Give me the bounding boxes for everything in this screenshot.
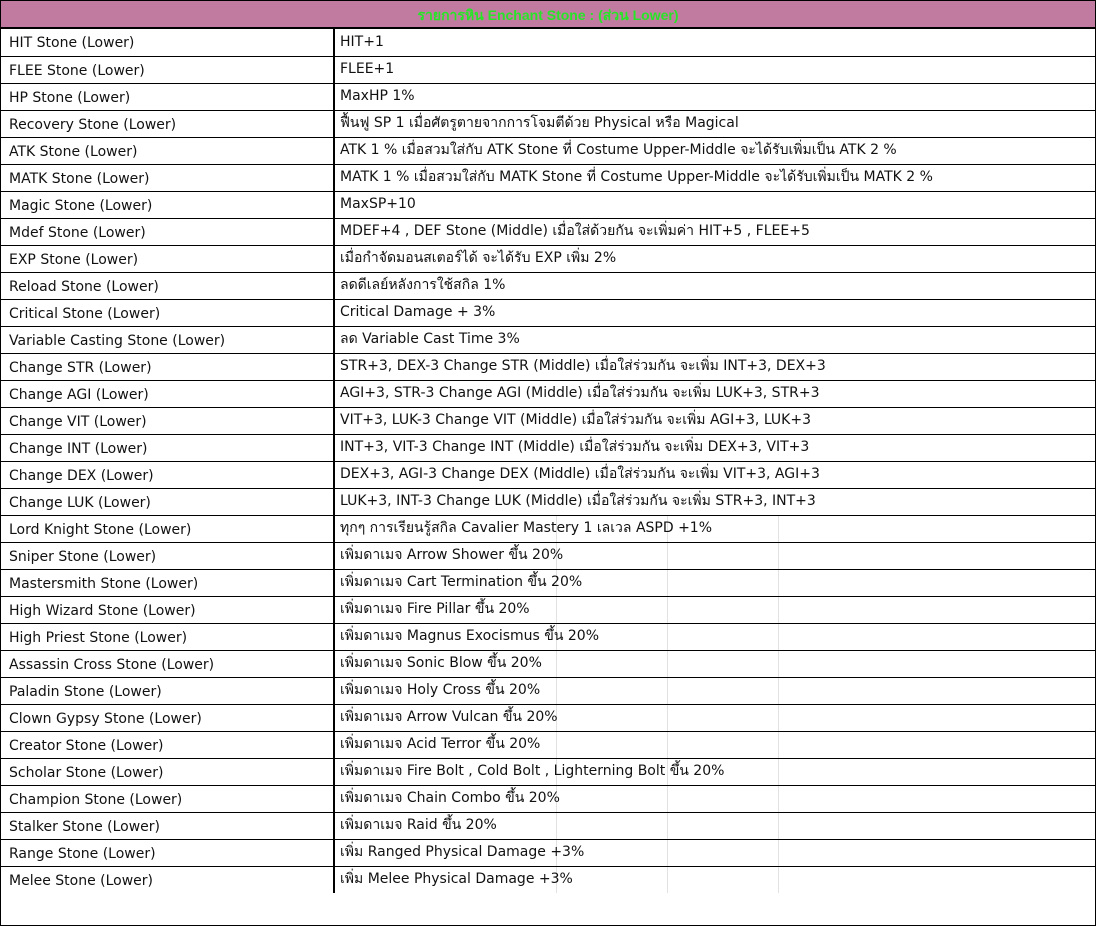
stone-effect-cell: เพิ่มดาเมจ Fire Bolt , Cold Bolt , Lighterning Bolt ขึ้น 20% bbox=[334, 758, 1095, 785]
table-row bbox=[1, 461, 1095, 488]
table-row bbox=[1, 272, 1095, 299]
stone-name-cell: Variable Casting Stone (Lower) bbox=[1, 326, 334, 353]
table-row bbox=[1, 812, 1095, 839]
stone-name-cell: EXP Stone (Lower) bbox=[1, 245, 334, 272]
table-row bbox=[1, 542, 1095, 569]
stone-list bbox=[1, 29, 1095, 893]
stone-name-cell: HIT Stone (Lower) bbox=[1, 29, 334, 56]
stone-name-cell: Change DEX (Lower) bbox=[1, 461, 334, 488]
table-row bbox=[1, 434, 1095, 461]
table-row bbox=[1, 785, 1095, 812]
stone-name-cell: Scholar Stone (Lower) bbox=[1, 758, 334, 785]
stone-effect-cell: เมื่อกำจัดมอนสเตอร์ได้ จะได้รับ EXP เพิ่ม 2% bbox=[334, 245, 1095, 272]
stone-effect-cell: AGI+3, STR-3 Change AGI (Middle) เมื่อใส่ร่วมกัน จะเพิ่ม LUK+3, STR+3 bbox=[334, 380, 1095, 407]
stone-effect-cell: MaxHP 1% bbox=[334, 83, 1095, 110]
stone-effect-cell: FLEE+1 bbox=[334, 56, 1095, 83]
stone-name-cell: MATK Stone (Lower) bbox=[1, 164, 334, 191]
stone-effect-cell: INT+3, VIT-3 Change INT (Middle) เมื่อใส่ร่วมกัน จะเพิ่ม DEX+3, VIT+3 bbox=[334, 434, 1095, 461]
stone-name-cell: Creator Stone (Lower) bbox=[1, 731, 334, 758]
stone-effect-cell: MDEF+4 , DEF Stone (Middle) เมื่อใส่ด้วยกัน จะเพิ่มค่า HIT+5 , FLEE+5 bbox=[334, 218, 1095, 245]
stone-effect-cell: LUK+3, INT-3 Change LUK (Middle) เมื่อใส่ร่วมกัน จะเพิ่ม STR+3, INT+3 bbox=[334, 488, 1095, 515]
table-row bbox=[1, 299, 1095, 326]
table-row bbox=[1, 110, 1095, 137]
stone-name-cell: Clown Gypsy Stone (Lower) bbox=[1, 704, 334, 731]
stone-effect-cell: เพิ่มดาเมจ Acid Terror ขึ้น 20% bbox=[334, 731, 1095, 758]
stone-effect-cell: HIT+1 bbox=[334, 29, 1095, 56]
table-row bbox=[1, 623, 1095, 650]
stone-effect-cell: เพิ่มดาเมจ Raid ขึ้น 20% bbox=[334, 812, 1095, 839]
table-row bbox=[1, 326, 1095, 353]
stone-name-cell: HP Stone (Lower) bbox=[1, 83, 334, 110]
stone-name-cell: Change LUK (Lower) bbox=[1, 488, 334, 515]
stone-effect-cell: เพิ่มดาเมจ Fire Pillar ขึ้น 20% bbox=[334, 596, 1095, 623]
stone-effect-cell: Critical Damage + 3% bbox=[334, 299, 1095, 326]
table-row bbox=[1, 164, 1095, 191]
stone-name-cell: Reload Stone (Lower) bbox=[1, 272, 334, 299]
stone-effect-cell: เพิ่ม Melee Physical Damage +3% bbox=[334, 866, 1095, 893]
stone-name-cell: Champion Stone (Lower) bbox=[1, 785, 334, 812]
stone-effect-cell: ฟื้นฟู SP 1 เมื่อศัตรูตายจากการโจมตีด้วย Physical หรือ Magical bbox=[334, 110, 1095, 137]
stone-name-cell: Sniper Stone (Lower) bbox=[1, 542, 334, 569]
stone-name-cell: Recovery Stone (Lower) bbox=[1, 110, 334, 137]
table-row bbox=[1, 515, 1095, 542]
stone-name-cell: Melee Stone (Lower) bbox=[1, 866, 334, 893]
stone-effect-cell: MATK 1 % เมื่อสวมใส่กับ MATK Stone ที่ Costume Upper-Middle จะได้รับเพิ่มเป็น MATK 2 % bbox=[334, 164, 1095, 191]
table-title: รายการหิน Enchant Stone : (ส่วน Lower) bbox=[1, 1, 1095, 29]
table-row bbox=[1, 191, 1095, 218]
table-row bbox=[1, 218, 1095, 245]
table-row bbox=[1, 245, 1095, 272]
stone-name-cell: FLEE Stone (Lower) bbox=[1, 56, 334, 83]
stone-effect-cell: ATK 1 % เมื่อสวมใส่กับ ATK Stone ที่ Costume Upper-Middle จะได้รับเพิ่มเป็น ATK 2 % bbox=[334, 137, 1095, 164]
stone-name-cell: Change STR (Lower) bbox=[1, 353, 334, 380]
stone-effect-cell: เพิ่มดาเมจ Holy Cross ขึ้น 20% bbox=[334, 677, 1095, 704]
stone-effect-cell: ลดดีเลย์หลังการใช้สกิล 1% bbox=[334, 272, 1095, 299]
stone-name-cell: Magic Stone (Lower) bbox=[1, 191, 334, 218]
stone-name-cell: Mdef Stone (Lower) bbox=[1, 218, 334, 245]
table-row bbox=[1, 731, 1095, 758]
table-row bbox=[1, 137, 1095, 164]
stone-effect-cell: เพิ่มดาเมจ Arrow Shower ขึ้น 20% bbox=[334, 542, 1095, 569]
table-row bbox=[1, 353, 1095, 380]
stone-name-cell: Change AGI (Lower) bbox=[1, 380, 334, 407]
stone-name-cell: Stalker Stone (Lower) bbox=[1, 812, 334, 839]
table-row bbox=[1, 839, 1095, 866]
stone-name-cell: Assassin Cross Stone (Lower) bbox=[1, 650, 334, 677]
table-row bbox=[1, 650, 1095, 677]
stone-effect-cell: เพิ่ม Ranged Physical Damage +3% bbox=[334, 839, 1095, 866]
table-row bbox=[1, 677, 1095, 704]
stone-rows bbox=[1, 29, 1095, 893]
stone-effect-cell: STR+3, DEX-3 Change STR (Middle) เมื่อใส่ร่วมกัน จะเพิ่ม INT+3, DEX+3 bbox=[334, 353, 1095, 380]
stone-effect-cell: เพิ่มดาเมจ Cart Termination ขึ้น 20% bbox=[334, 569, 1095, 596]
stone-effect-cell: MaxSP+10 bbox=[334, 191, 1095, 218]
table-row bbox=[1, 488, 1095, 515]
table-row bbox=[1, 380, 1095, 407]
stone-effect-cell: เพิ่มดาเมจ Sonic Blow ขึ้น 20% bbox=[334, 650, 1095, 677]
table-row bbox=[1, 758, 1095, 785]
stone-name-cell: Change INT (Lower) bbox=[1, 434, 334, 461]
table-row bbox=[1, 56, 1095, 83]
stone-effect-cell: เพิ่มดาเมจ Chain Combo ขึ้น 20% bbox=[334, 785, 1095, 812]
stone-name-cell: High Priest Stone (Lower) bbox=[1, 623, 334, 650]
table-row bbox=[1, 83, 1095, 110]
stone-name-cell: Change VIT (Lower) bbox=[1, 407, 334, 434]
stone-name-cell: ATK Stone (Lower) bbox=[1, 137, 334, 164]
stone-name-cell: Lord Knight Stone (Lower) bbox=[1, 515, 334, 542]
table-row bbox=[1, 704, 1095, 731]
stone-name-cell: Range Stone (Lower) bbox=[1, 839, 334, 866]
stone-effect-cell: เพิ่มดาเมจ Magnus Exocismus ขึ้น 20% bbox=[334, 623, 1095, 650]
table-row bbox=[1, 569, 1095, 596]
stone-name-cell: Mastersmith Stone (Lower) bbox=[1, 569, 334, 596]
stone-name-cell: High Wizard Stone (Lower) bbox=[1, 596, 334, 623]
table-row bbox=[1, 596, 1095, 623]
table-row bbox=[1, 29, 1095, 56]
stone-effect-cell: DEX+3, AGI-3 Change DEX (Middle) เมื่อใส่ร่วมกัน จะเพิ่ม VIT+3, AGI+3 bbox=[334, 461, 1095, 488]
stone-effect-cell: ลด Variable Cast Time 3% bbox=[334, 326, 1095, 353]
table-row bbox=[1, 866, 1095, 893]
stone-name-cell: Critical Stone (Lower) bbox=[1, 299, 334, 326]
stone-effect-cell: เพิ่มดาเมจ Arrow Vulcan ขึ้น 20% bbox=[334, 704, 1095, 731]
table-row bbox=[1, 407, 1095, 434]
stone-effect-cell: ทุกๆ การเรียนรู้สกิล Cavalier Mastery 1 เลเวล ASPD +1% bbox=[334, 515, 1095, 542]
stone-effect-cell: VIT+3, LUK-3 Change VIT (Middle) เมื่อใส่ร่วมกัน จะเพิ่ม AGI+3, LUK+3 bbox=[334, 407, 1095, 434]
stone-name-cell: Paladin Stone (Lower) bbox=[1, 677, 334, 704]
